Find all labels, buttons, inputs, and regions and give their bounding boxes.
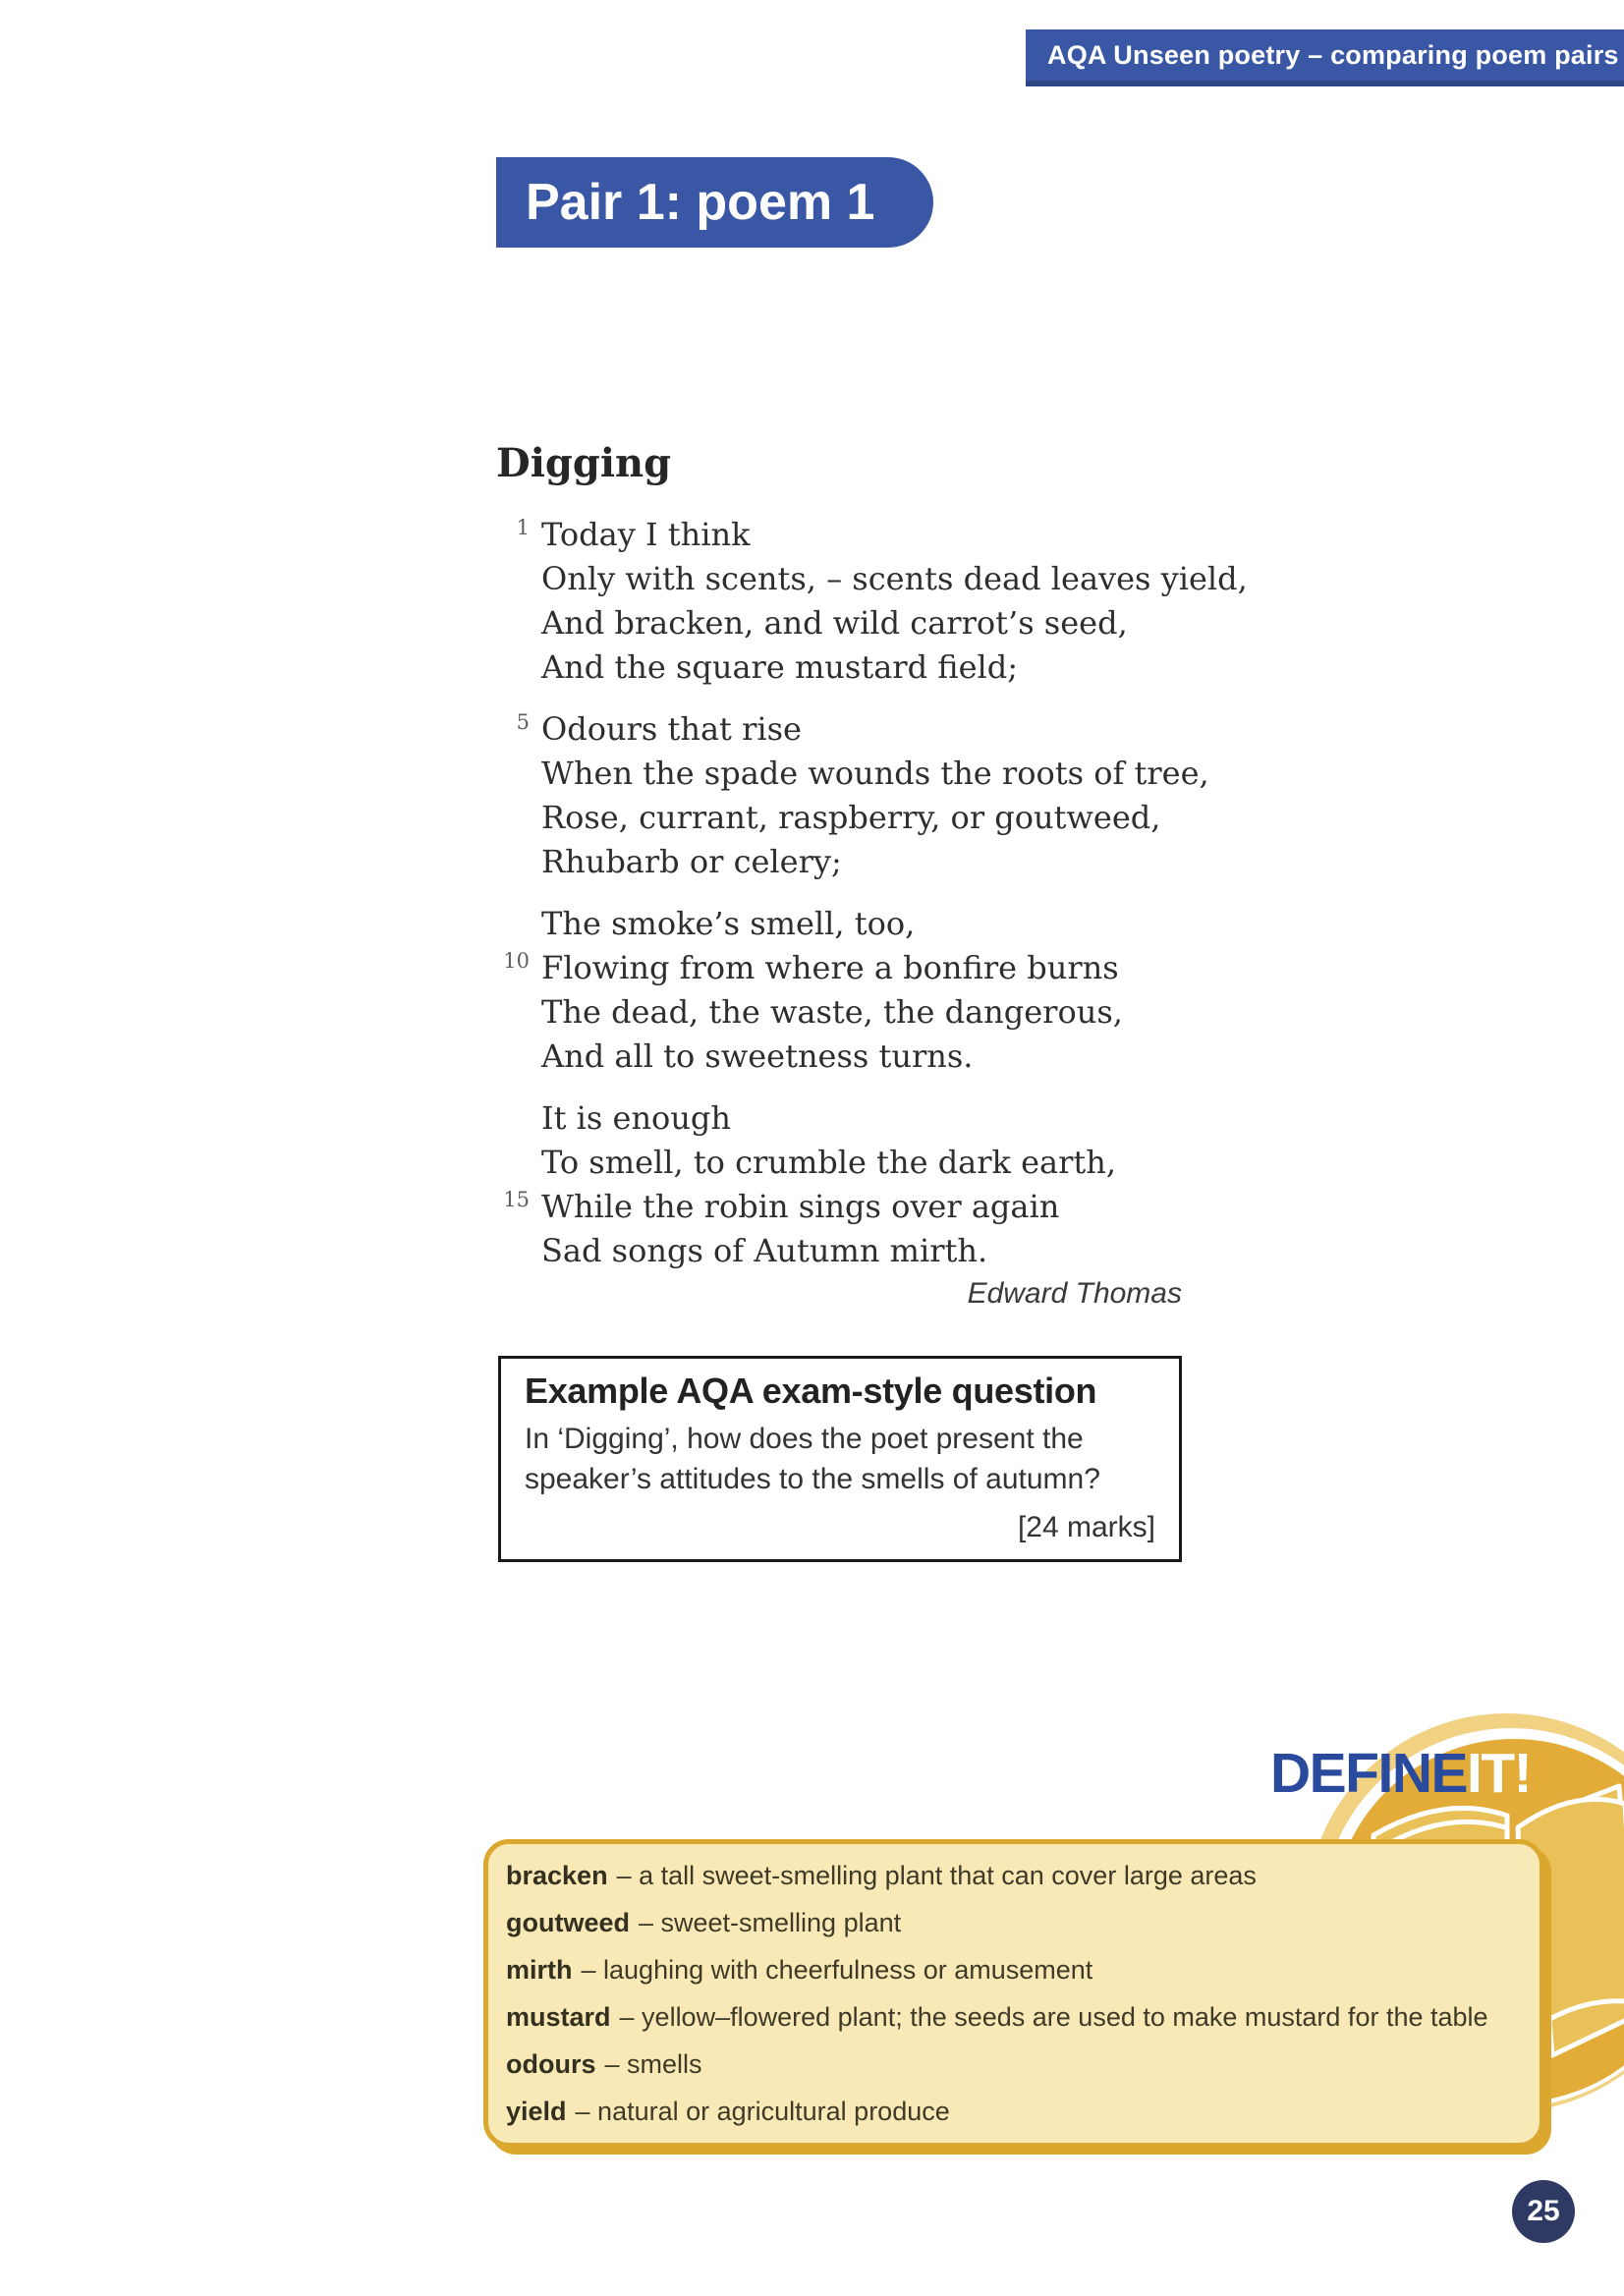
exam-marks: [24 marks] xyxy=(1017,1511,1155,1543)
line-number xyxy=(496,796,530,799)
exam-question-line: In ‘Digging’, how does the poet present the xyxy=(525,1423,1084,1455)
exam-question xyxy=(525,1419,1155,1499)
poem-line xyxy=(496,840,1243,884)
poem-line xyxy=(496,601,1243,645)
line-number: 1 xyxy=(516,516,530,539)
poem-line xyxy=(496,796,1243,840)
exam-question-line: speaker’s attitudes to the smells of autumn? xyxy=(525,1463,1100,1495)
poem-body xyxy=(496,513,1248,1291)
line-text: Sad songs of Autumn mirth. xyxy=(541,1232,988,1269)
definition-term: yield xyxy=(506,2096,567,2126)
poem-line xyxy=(496,645,1243,690)
poem-line xyxy=(496,1229,1243,1273)
line-text: The smoke’s smell, too, xyxy=(541,905,916,942)
poem-stanza xyxy=(496,707,1243,884)
page-number: 25 xyxy=(1527,2195,1560,2227)
definition-text: – a tall sweet-smelling plant that can cover large areas xyxy=(616,1860,1257,1890)
poem-line xyxy=(496,1035,1243,1079)
line-number xyxy=(496,1035,530,1037)
definitions-box xyxy=(483,1839,1544,2148)
line-text: Rhubarb or celery; xyxy=(541,843,842,880)
line-number xyxy=(496,601,530,604)
definition-row xyxy=(506,2097,1522,2127)
poem-stanza xyxy=(496,1096,1243,1273)
define-it-label xyxy=(1270,1741,1531,1806)
define-word: DEFINE xyxy=(1270,1742,1468,1805)
poem-title: Digging xyxy=(496,440,672,486)
definition-term: odours xyxy=(506,2048,596,2079)
definition-term: mirth xyxy=(506,1954,573,1985)
line-number: 15 xyxy=(503,1188,530,1211)
line-number: 5 xyxy=(516,710,530,734)
line-text: And all to sweetness turns. xyxy=(541,1037,974,1075)
line-number xyxy=(496,840,530,843)
exam-box-title: Example AQA exam-style question xyxy=(525,1371,1097,1411)
poem-line xyxy=(496,557,1248,601)
poem-line xyxy=(496,707,1243,752)
exam-question-box xyxy=(498,1356,1182,1562)
line-number xyxy=(496,1096,530,1099)
poem-line xyxy=(496,1141,1243,1185)
line-text: And the square mustard field; xyxy=(541,648,1018,686)
poem-line xyxy=(496,946,1243,990)
pair-banner-title: Pair 1: poem 1 xyxy=(526,174,875,231)
poem-line xyxy=(496,902,1243,946)
poem-line xyxy=(496,752,1243,796)
poem-line xyxy=(496,513,1243,557)
line-text: To smell, to crumble the dark earth, xyxy=(541,1144,1117,1181)
section-header-title: AQA Unseen poetry – comparing poem pairs xyxy=(1047,40,1619,70)
poem-line xyxy=(496,1096,1243,1141)
poem-line xyxy=(496,990,1243,1035)
line-text: It is enough xyxy=(541,1099,732,1137)
definition-row xyxy=(506,1861,1522,1891)
section-header-bar xyxy=(1026,29,1624,86)
line-number xyxy=(496,902,530,905)
line-text: And bracken, and wild carrot’s seed, xyxy=(541,604,1128,642)
line-number xyxy=(496,557,530,560)
line-number xyxy=(496,1141,530,1144)
definition-term: goutweed xyxy=(506,1907,630,1937)
line-text: The dead, the waste, the dangerous, xyxy=(541,993,1123,1031)
definition-row xyxy=(506,2002,1522,2033)
line-text: Today I think xyxy=(541,516,751,553)
it-word: IT! xyxy=(1467,1742,1532,1805)
definition-row xyxy=(506,1908,1522,1938)
pair-banner xyxy=(496,157,933,248)
line-number xyxy=(496,752,530,755)
definition-text: – smells xyxy=(604,2048,702,2079)
line-text: When the spade wounds the roots of tree, xyxy=(541,755,1209,792)
page-number-badge xyxy=(1512,2180,1575,2243)
line-number: 10 xyxy=(503,949,530,973)
definition-row xyxy=(506,1955,1522,1986)
line-text: Flowing from where a bonfire burns xyxy=(541,949,1119,986)
poem-author: Edward Thomas xyxy=(967,1277,1182,1310)
line-text: Only with scents, – scents dead leaves yield, xyxy=(541,560,1248,597)
line-text: While the robin sings over again xyxy=(541,1188,1060,1225)
definition-text: – yellow–flowered plant; the seeds are used to make mustard for the table xyxy=(619,2001,1488,2032)
definition-text: – natural or agricultural produce xyxy=(575,2096,950,2126)
line-text: Rose, currant, raspberry, or goutweed, xyxy=(541,799,1161,836)
line-number xyxy=(496,645,530,648)
line-text: Odours that rise xyxy=(541,710,802,748)
poem-line xyxy=(496,1185,1243,1229)
definition-row xyxy=(506,2049,1522,2080)
definition-text: – sweet-smelling plant xyxy=(639,1907,902,1937)
definition-term: mustard xyxy=(506,2001,611,2032)
definition-term: bracken xyxy=(506,1860,608,1890)
poem-stanza xyxy=(496,513,1248,690)
definition-text: – laughing with cheerfulness or amusement xyxy=(581,1954,1093,1985)
poem-stanza xyxy=(496,902,1243,1079)
line-number xyxy=(496,1229,530,1232)
line-number xyxy=(496,990,530,993)
